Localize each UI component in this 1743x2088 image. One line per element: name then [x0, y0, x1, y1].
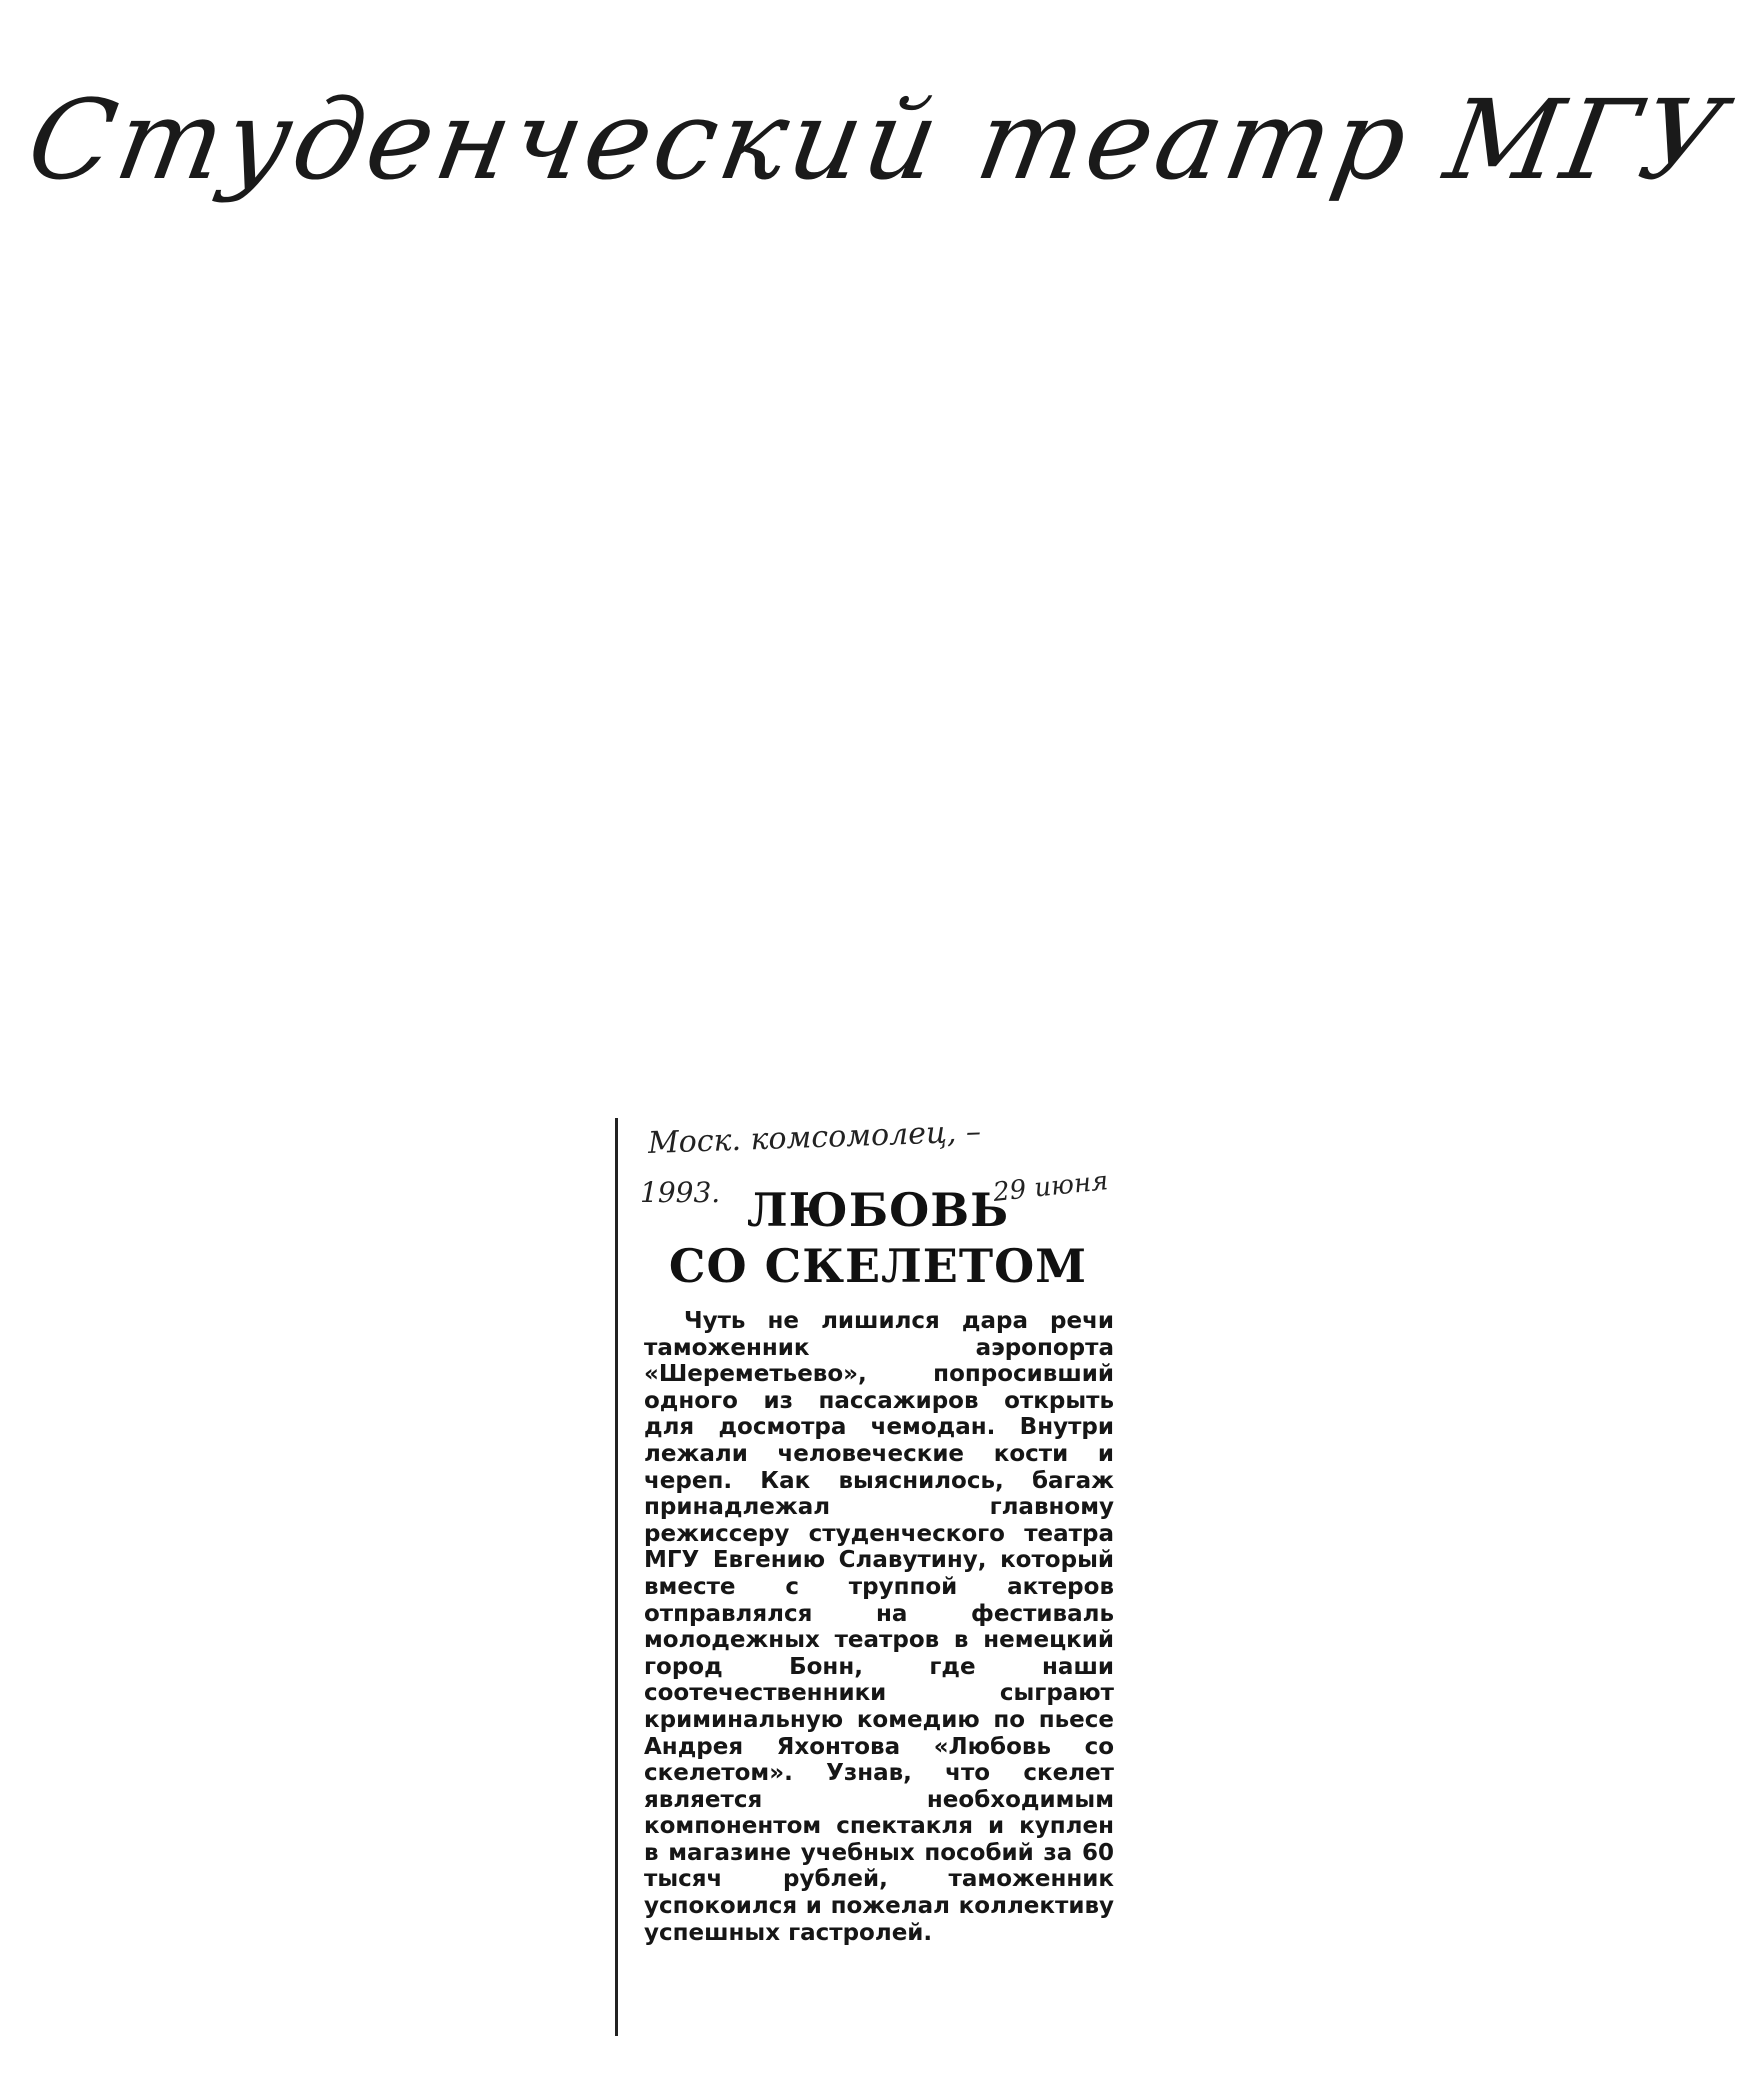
handwritten-source-note: Моск. комсомолец, –	[647, 1114, 982, 1161]
headline-line-1: ЛЮБОВЬ	[746, 1183, 1010, 1237]
handwritten-title: Студенческий театр МГУ	[19, 76, 1737, 204]
newspaper-clipping	[615, 1114, 1115, 2036]
handwritten-date-note: 29 июня	[991, 1166, 1110, 1208]
article-headline	[638, 1182, 1118, 1294]
headline-line-2: СО СКЕЛЕТОМ	[668, 1239, 1088, 1293]
handwritten-year-note: 1993.	[640, 1176, 721, 1209]
article-body: Чуть не лишился дара речи таможенник аэропорта «Шереметьево», попросивший одного из пассажиров открыть для досмотра чемодан. Внутри лежали человеческие кости и череп. Как выяснилось, багаж принадлежал главному режиссеру студенческого театра МГУ Евгению Славутину, который вместе с труппой актеров отправлялся на фестиваль молодежных театров в немецкий город Бонн, где наши соотечественники сыграют криминальную комедию по пьесе Андрея Яхонтова «Любовь со скелетом». Узнав, что скелет является необходимым компонентом спектакля и куплен в магазине учебных пособий за 60 тысяч рублей, таможенник успокоился и пожелал коллективу успешных гастролей.	[644, 1308, 1114, 1946]
